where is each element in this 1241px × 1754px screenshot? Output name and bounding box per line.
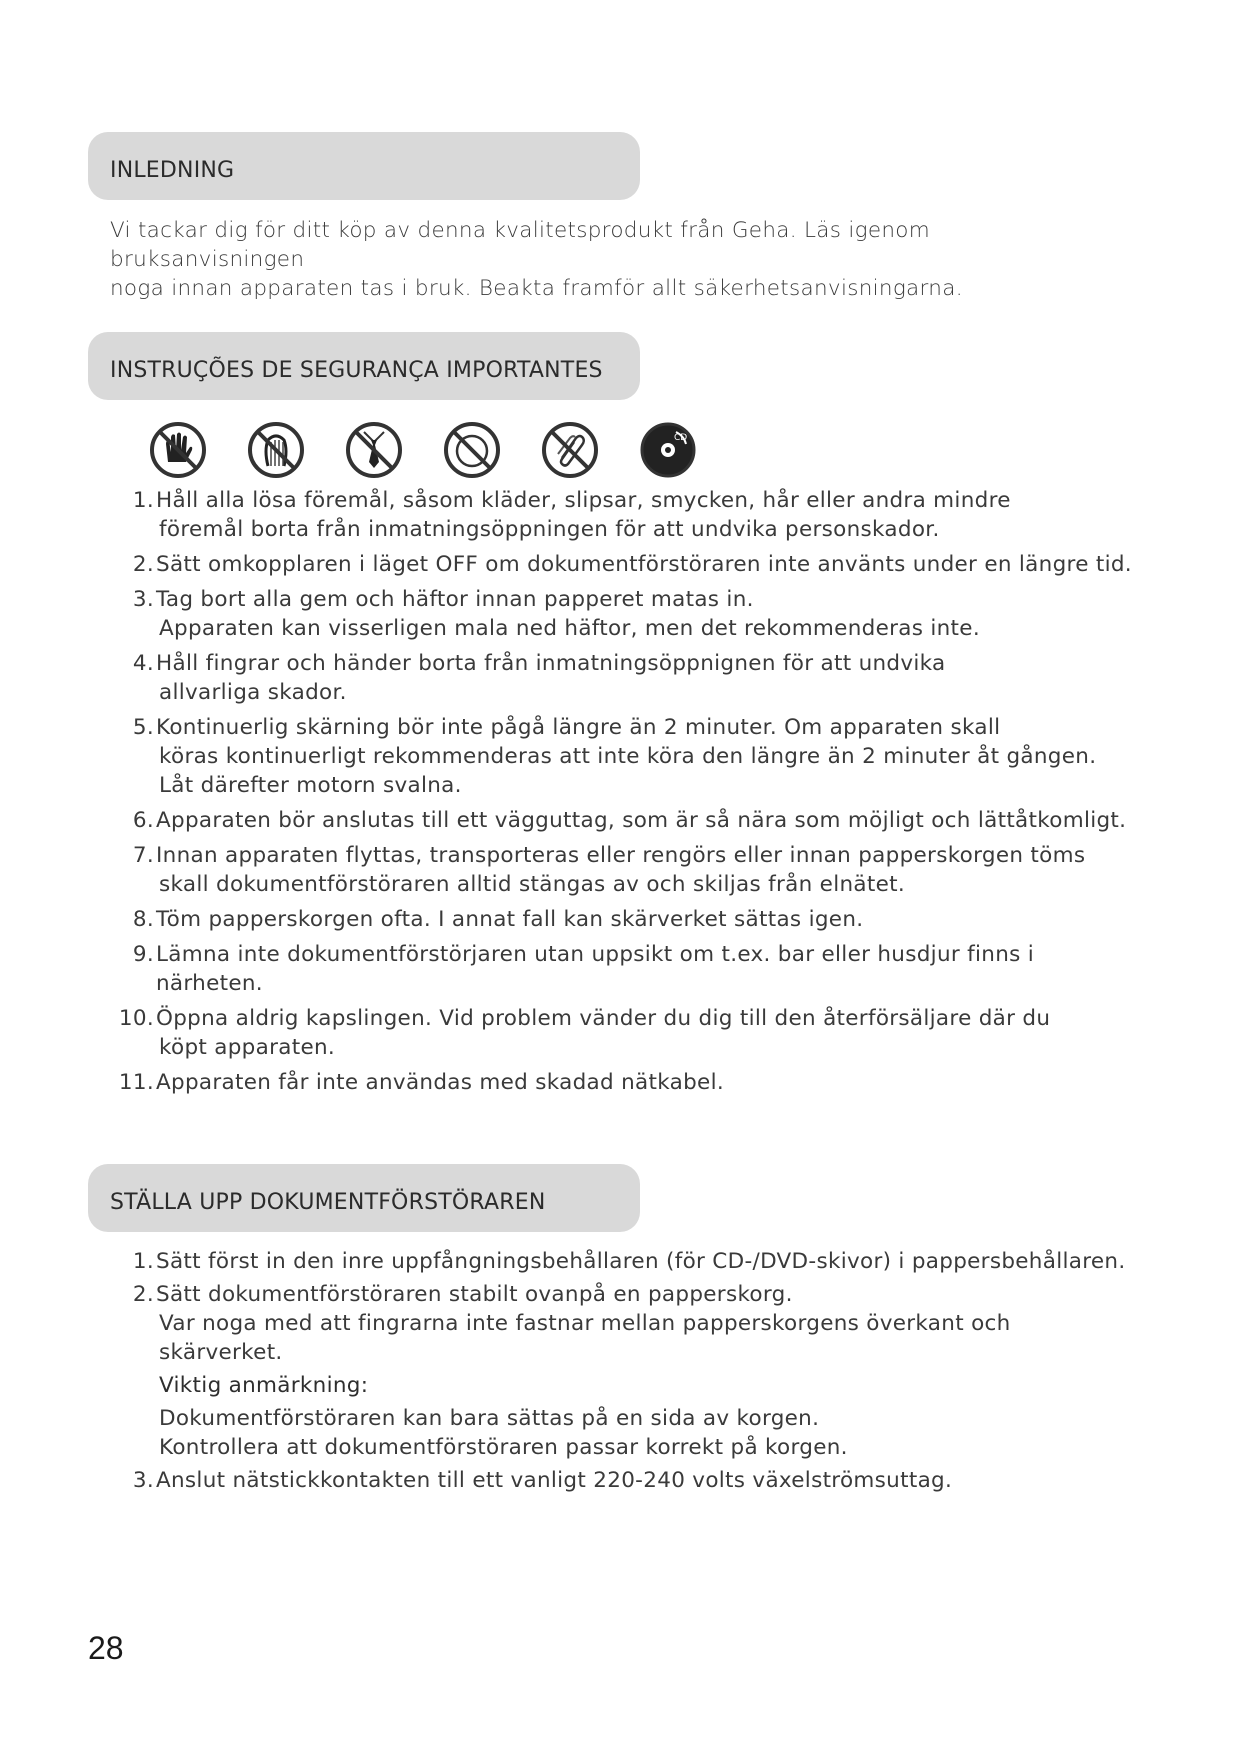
item-number: 9. bbox=[132, 942, 154, 967]
item-number: 10. bbox=[118, 1006, 154, 1031]
item-number: 1. bbox=[132, 1249, 154, 1274]
list-item bbox=[110, 940, 1140, 998]
item-text bbox=[156, 841, 1140, 899]
item-line: Öppna aldrig kapslingen. Vid problem vänder du dig till den återförsäljare där du bbox=[156, 1006, 1051, 1031]
item-line: Lämna inte dokumentförstörjaren utan uppsikt om t.ex. bar eller husdjur finns i närheten. bbox=[156, 942, 1035, 996]
item-number: 6. bbox=[132, 808, 154, 833]
safety-icons-row bbox=[148, 420, 708, 484]
item-text bbox=[156, 1068, 1140, 1097]
item-text bbox=[156, 713, 1140, 800]
item-text bbox=[156, 940, 1140, 998]
item-line: Var noga med att fingrarna inte fastnar mellan papperskorgens överkant och skärverket. bbox=[159, 1311, 1011, 1365]
item-line: Sätt omkopplaren i läget OFF om dokumentförstöraren inte använts under en längre tid. bbox=[156, 552, 1132, 577]
item-line: Håll alla lösa föremål, såsom kläder, slipsar, smycken, hår eller andra mindre bbox=[156, 488, 1011, 513]
cd-icon bbox=[638, 420, 698, 480]
no-clips-icon bbox=[540, 420, 600, 480]
item-text bbox=[156, 905, 1140, 934]
no-hands-icon bbox=[148, 420, 208, 480]
item-text: Sätt först in den inre uppfångningsbehållaren (för CD-/DVD-skivor) i pappersbehållaren. bbox=[156, 1249, 1126, 1274]
list-item bbox=[110, 1280, 1140, 1462]
no-hair-icon bbox=[246, 420, 306, 480]
section-heading-setup: STÄLLA UPP DOKUMENTFÖRSTÖRAREN bbox=[88, 1164, 640, 1232]
item-number: 1. bbox=[132, 488, 154, 513]
list-item bbox=[110, 1004, 1140, 1062]
section-heading-intro: INLEDNING bbox=[88, 132, 640, 200]
list-item bbox=[110, 841, 1140, 899]
intro-line: noga innan apparaten tas i bruk. Beakta framför allt säkerhetsanvisningarna. bbox=[110, 276, 963, 301]
item-line: skall dokumentförstöraren alltid stängas av och skiljas från elnätet. bbox=[159, 872, 906, 897]
item-line: Apparaten bör anslutas till ett vägguttag, som är så nära som möjligt och lättåtkomligt. bbox=[156, 808, 1127, 833]
item-number: 3. bbox=[132, 1468, 154, 1493]
item-number: 11. bbox=[118, 1070, 154, 1095]
item-line: köras kontinuerligt rekommenderas att inte köra den längre än 2 minuter åt gången. bbox=[159, 744, 1097, 769]
item-number: 4. bbox=[132, 651, 154, 676]
cd-label: CD bbox=[674, 433, 688, 443]
item-number: 5. bbox=[132, 715, 154, 740]
note-line: Kontrollera att dokumentförstöraren passar korrekt på korgen. bbox=[159, 1435, 848, 1460]
item-line: köpt apparaten. bbox=[159, 1035, 336, 1060]
item-line: Tag bort alla gem och häftor innan papperet matas in. bbox=[156, 587, 754, 612]
setup-list bbox=[110, 1247, 1140, 1495]
list-item bbox=[110, 1247, 1140, 1276]
list-item bbox=[110, 1466, 1140, 1495]
page-number: 28 bbox=[88, 1630, 124, 1666]
no-tie-icon bbox=[344, 420, 404, 480]
item-text bbox=[156, 1004, 1140, 1062]
intro-line: Vi tackar dig för ditt köp av denna kvalitetsprodukt från Geha. Läs igenom bruksanvisningen bbox=[110, 218, 931, 272]
list-item bbox=[110, 806, 1140, 835]
section-heading-safety: INSTRUÇÕES DE SEGURANÇA IMPORTANTES bbox=[88, 332, 640, 400]
note-heading: Viktig anmärkning: bbox=[159, 1373, 369, 1398]
list-item bbox=[110, 550, 1140, 579]
item-text bbox=[156, 486, 1140, 544]
item-number: 3. bbox=[132, 587, 154, 612]
item-line: Apparaten får inte användas med skadad nätkabel. bbox=[156, 1070, 724, 1095]
list-item bbox=[110, 585, 1140, 643]
item-text bbox=[156, 1280, 1140, 1462]
item-line: Håll fingrar och händer borta från inmatningsöppnignen för att undvika bbox=[156, 651, 946, 676]
item-number: 2. bbox=[132, 552, 154, 577]
item-line: Apparaten kan visserligen mala ned häftor, men det rekommenderas inte. bbox=[159, 616, 980, 641]
list-item bbox=[110, 649, 1140, 707]
item-line: Töm papperskorgen ofta. I annat fall kan skärverket sättas igen. bbox=[156, 907, 864, 932]
item-text: Anslut nätstickkontakten till ett vanligt 220-240 volts växelströmsuttag. bbox=[156, 1468, 953, 1493]
note-line: Dokumentförstöraren kan bara sättas på en sida av korgen. bbox=[159, 1406, 820, 1431]
list-item bbox=[110, 905, 1140, 934]
item-line: allvarliga skador. bbox=[159, 680, 347, 705]
item-line: Innan apparaten flyttas, transporteras eller rengörs eller innan papperskorgen töms bbox=[156, 843, 1086, 868]
item-line: Låt därefter motorn svalna. bbox=[159, 773, 462, 798]
item-text bbox=[156, 649, 1140, 707]
list-item bbox=[110, 486, 1140, 544]
item-text bbox=[156, 550, 1140, 579]
safety-list bbox=[110, 486, 1140, 1103]
item-line: Kontinuerlig skärning bör inte pågå längre än 2 minuter. Om apparaten skall bbox=[156, 715, 1001, 740]
item-line: föremål borta från inmatningsöppningen för att undvika personskador. bbox=[159, 517, 940, 542]
item-number: 8. bbox=[132, 907, 154, 932]
list-item bbox=[110, 1068, 1140, 1097]
item-number: 2. bbox=[132, 1282, 154, 1307]
item-line: Sätt dokumentförstöraren stabilt ovanpå en papperskorg. bbox=[156, 1282, 793, 1307]
list-item bbox=[110, 713, 1140, 800]
no-jewelry-icon bbox=[442, 420, 502, 480]
intro-paragraph bbox=[110, 216, 1130, 303]
item-text bbox=[156, 806, 1140, 835]
item-number: 7. bbox=[132, 843, 154, 868]
item-text bbox=[156, 585, 1140, 643]
